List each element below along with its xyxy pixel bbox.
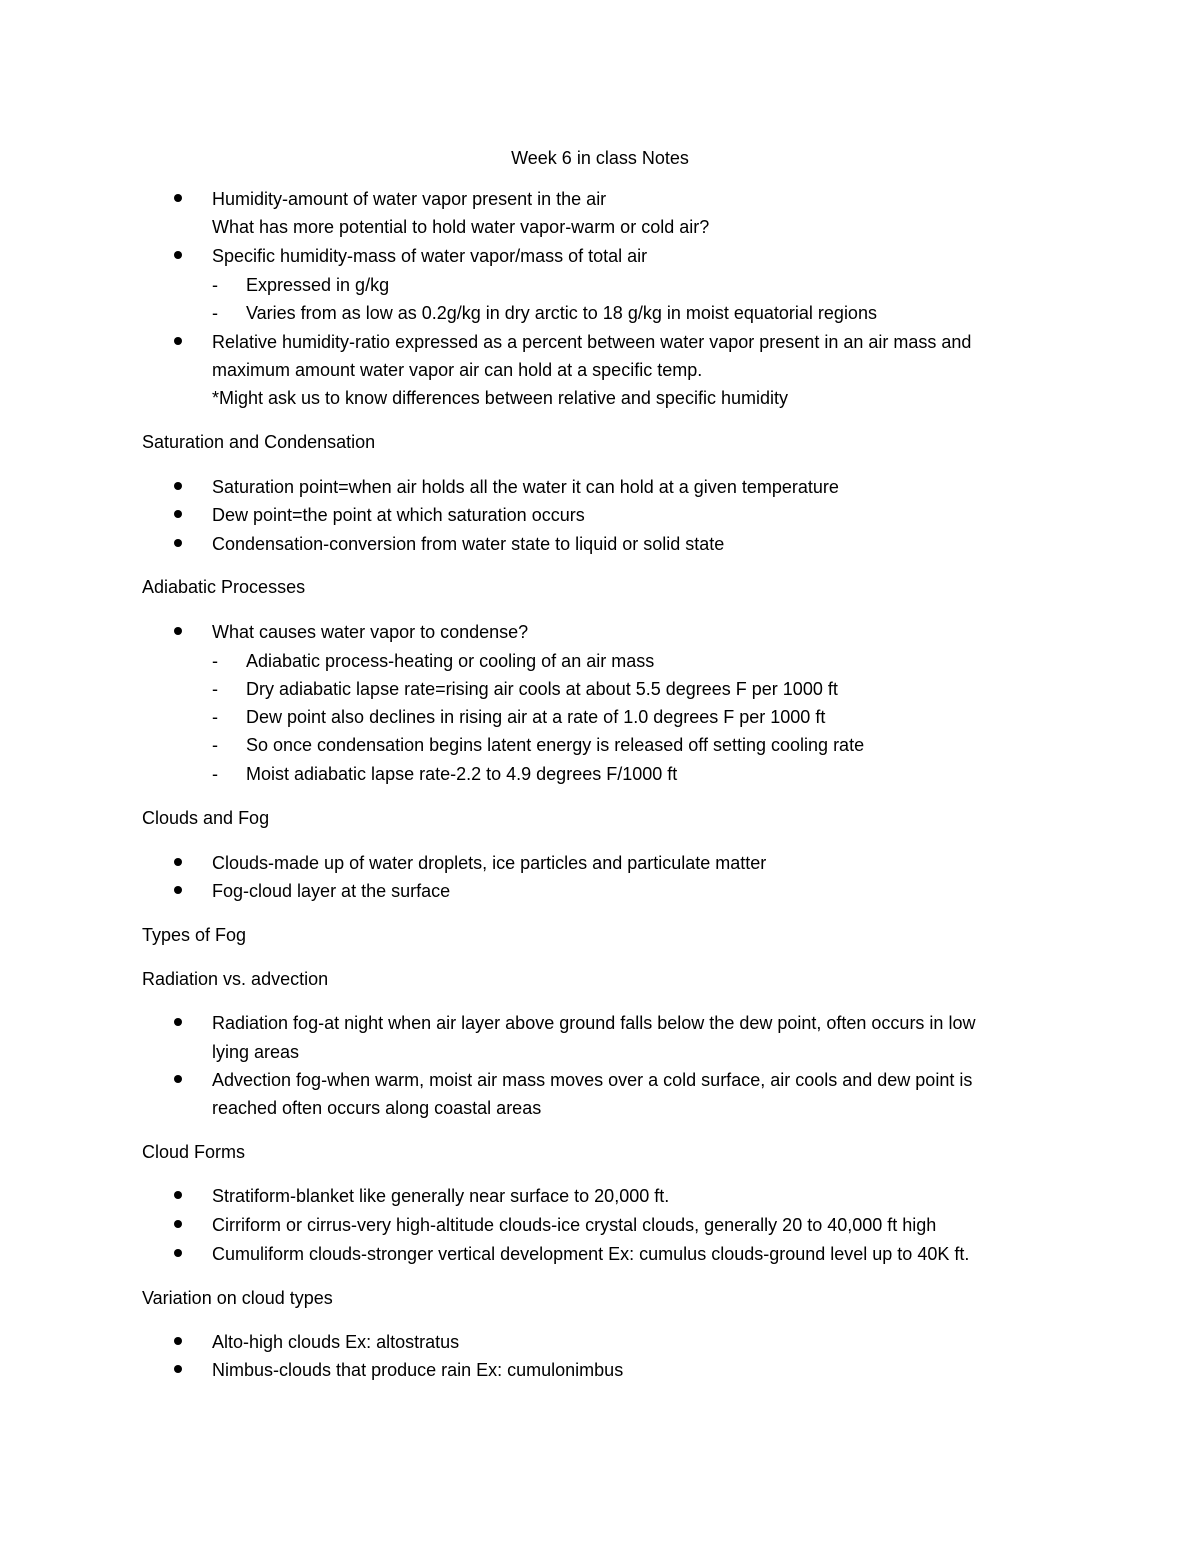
list-item: Saturation point=when air holds all the water it can hold at a given temperature [212, 477, 839, 497]
sub-list-item: Adiabatic process-heating or cooling of an air mass [246, 651, 655, 671]
bullet-icon [174, 185, 184, 195]
list-item-continuation: reached often occurs along coastal areas [212, 1098, 542, 1118]
bullet-icon [174, 1211, 184, 1221]
list-item-continuation: *Might ask us to know differences between relative and specific humidity [212, 388, 788, 408]
bullet-icon [174, 501, 184, 511]
list-item: What causes water vapor to condense? [212, 622, 529, 642]
dash-marker: - [212, 679, 218, 699]
bullet-icon [174, 530, 184, 540]
list-item: Cumuliform clouds-stronger vertical development Ex: cumulus clouds-ground level up to 40K ft. [212, 1244, 970, 1264]
list-item: Alto-high clouds Ex: altostratus [212, 1332, 460, 1352]
list-item: Humidity-amount of water vapor present in the air [212, 189, 607, 209]
bullet-icon [174, 1009, 184, 1019]
section-subheading: Radiation vs. advection [142, 969, 329, 989]
sub-list-item: Dew point also declines in rising air at a rate of 1.0 degrees F per 1000 ft [246, 707, 826, 727]
bullet-icon [174, 1066, 184, 1076]
section-heading: Clouds and Fog [142, 808, 270, 828]
list-item: Radiation fog-at night when air layer above ground falls below the dew point, often occurs in low [212, 1013, 976, 1033]
dash-marker: - [212, 275, 218, 295]
section-heading: Cloud Forms [142, 1142, 246, 1162]
bullet-icon [174, 328, 184, 338]
section-heading: Variation on cloud types [142, 1288, 333, 1308]
list-item-continuation: maximum amount water vapor air can hold at a specific temp. [212, 360, 703, 380]
bullet-icon [174, 1182, 184, 1192]
bullet-icon [174, 618, 184, 628]
list-item: Nimbus-clouds that produce rain Ex: cumulonimbus [212, 1360, 624, 1380]
list-item: Cirriform or cirrus-very high-altitude clouds-ice crystal clouds, generally 20 to 40,000 ft high [212, 1215, 937, 1235]
bullet-icon [174, 849, 184, 859]
list-item: Specific humidity-mass of water vapor/mass of total air [212, 246, 648, 266]
list-item: Advection fog-when warm, moist air mass moves over a cold surface, air cools and dew point is [212, 1070, 973, 1090]
list-item: Clouds-made up of water droplets, ice particles and particulate matter [212, 853, 767, 873]
sub-list-item: Expressed in g/kg [246, 275, 390, 295]
sub-list-item: Dry adiabatic lapse rate=rising air cools at about 5.5 degrees F per 1000 ft [246, 679, 838, 699]
sub-list-item: Varies from as low as 0.2g/kg in dry arctic to 18 g/kg in moist equatorial regions [246, 303, 877, 323]
list-item: Dew point=the point at which saturation occurs [212, 505, 585, 525]
page-title: Week 6 in class Notes [511, 148, 689, 168]
section-heading: Adiabatic Processes [142, 577, 306, 597]
list-item: Condensation-conversion from water state to liquid or solid state [212, 534, 725, 554]
list-item: Fog-cloud layer at the surface [212, 881, 451, 901]
bullet-icon [174, 1240, 184, 1250]
bullet-icon [174, 473, 184, 483]
bullet-icon [174, 877, 184, 887]
bullet-icon [174, 1328, 184, 1338]
section-heading: Types of Fog [142, 925, 247, 945]
bullet-icon [174, 1356, 184, 1366]
sub-list-item: Moist adiabatic lapse rate-2.2 to 4.9 degrees F/1000 ft [246, 764, 678, 784]
list-item: Relative humidity-ratio expressed as a percent between water vapor present in an air mass and [212, 332, 972, 352]
list-item-continuation: What has more potential to hold water vapor-warm or cold air? [212, 217, 710, 237]
list-item-continuation: lying areas [212, 1042, 300, 1062]
section-heading: Saturation and Condensation [142, 432, 376, 452]
sub-list-item: So once condensation begins latent energy is released off setting cooling rate [246, 735, 865, 755]
dash-marker: - [212, 651, 218, 671]
bullet-icon [174, 242, 184, 252]
dash-marker: - [212, 707, 218, 727]
list-item: Stratiform-blanket like generally near surface to 20,000 ft. [212, 1186, 670, 1206]
dash-marker: - [212, 764, 218, 784]
dash-marker: - [212, 303, 218, 323]
dash-marker: - [212, 735, 218, 755]
